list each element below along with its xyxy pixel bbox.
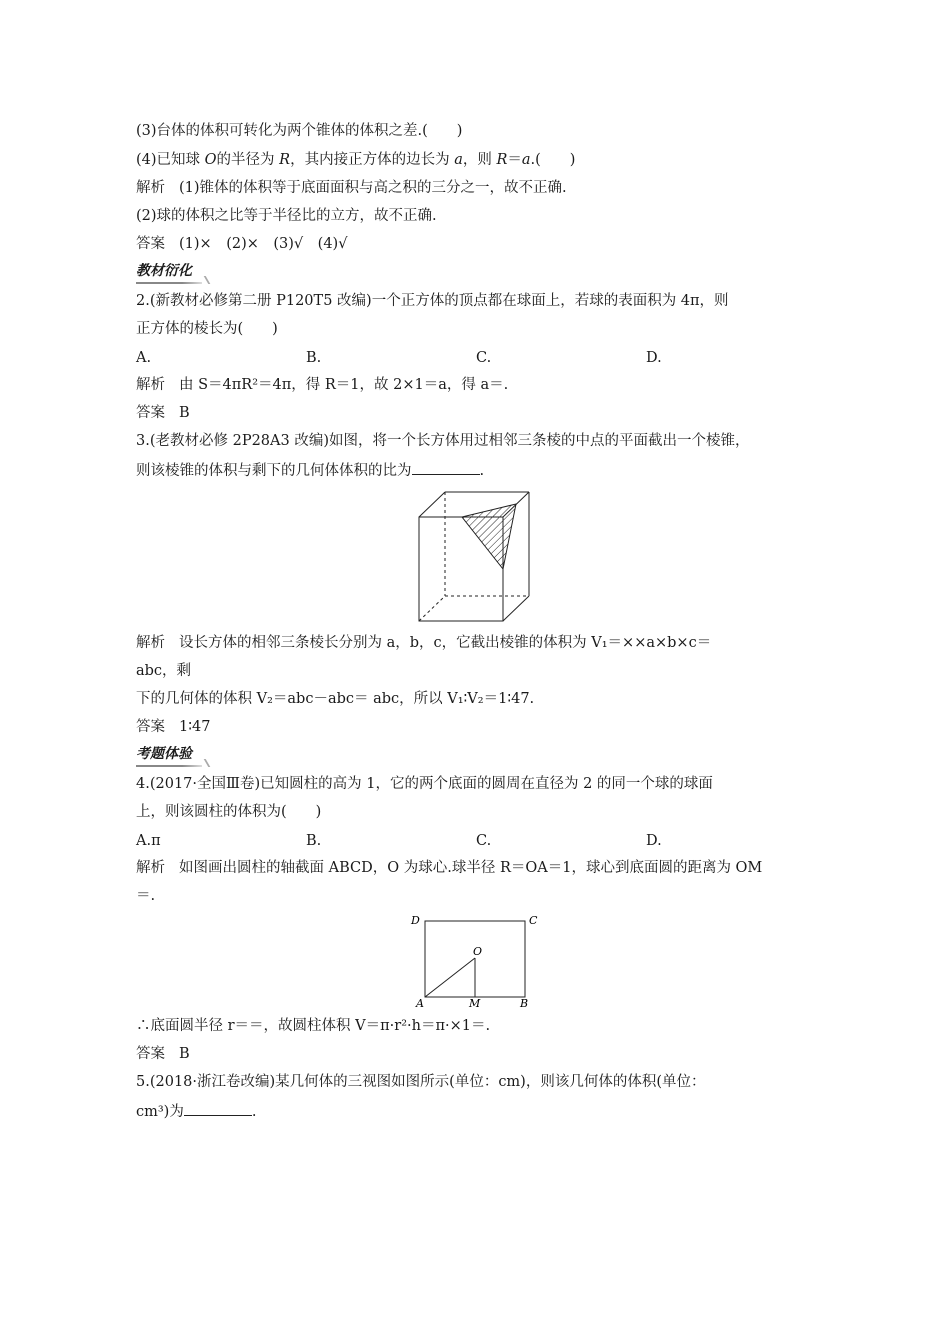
q5-stem-2: cm³)为 . — [136, 1101, 826, 1122]
q4-answer: 答案 B — [136, 1046, 190, 1062]
q4-stem-1: 4.(2017·全国Ⅲ卷)已知圆柱的高为 1，它的两个底面的圆周在直径为 2 的同一个球的球面 — [136, 776, 713, 792]
q1-item-3: (3)台体的体积可转化为两个锥体的体积之差.( ) — [136, 123, 463, 139]
q2-option-b[interactable]: B. — [306, 350, 322, 366]
q1-answer: 答案 (1)× (2)× (3)√ (4)√ — [136, 236, 348, 252]
q2-stem-2: 正方体的棱长为( ) — [136, 321, 278, 337]
q4-option-b[interactable]: B. — [306, 833, 322, 849]
q2-stem-1: 2.(新教材必修第二册 P120T5 改编)一个正方体的顶点都在球面上，若球的表面积为 4π，则 — [136, 293, 729, 309]
label-A: A — [416, 997, 424, 1010]
q2-option-d[interactable]: D. — [646, 350, 662, 366]
analysis-label: 解析 — [136, 635, 165, 651]
q4-option-a[interactable]: A.π — [136, 833, 161, 849]
cuboid-pyramid-figure — [410, 486, 535, 626]
q2-option-a[interactable]: A. — [136, 350, 152, 366]
label-O: O — [473, 945, 483, 958]
answer-blank[interactable] — [412, 460, 480, 475]
q3-analysis-3: 下的几何体的体积 V₂＝abc－abc＝ abc，所以 V₁∶V₂＝1∶47. — [136, 691, 535, 707]
analysis-label: 解析 — [136, 860, 165, 876]
q1-analysis-1: 解析 (1)锥体的体积等于底面面积与高之积的三分之一，故不正确. — [136, 180, 567, 196]
answer-blank[interactable] — [184, 1101, 252, 1116]
q4-stem-2: 上，则该圆柱的体积为( ) — [136, 804, 322, 820]
q1-analysis-2: (2)球的体积之比等于半径比的立方，故不正确. — [136, 208, 437, 224]
answer-label: 答案 — [136, 719, 165, 735]
label-C: C — [529, 914, 538, 927]
q2-answer: 答案 B — [136, 405, 190, 421]
q3-analysis-1: 解析 设长方体的相邻三条棱长分别为 a，b，c，它截出棱锥的体积为 V₁＝××a×b×c＝ — [136, 635, 712, 651]
q4-option-d[interactable]: D. — [646, 833, 662, 849]
answer-label: 答案 — [136, 405, 165, 421]
q2-analysis: 解析 由 S＝4πR²＝4π，得 R＝1，故 2×1＝a，得 a＝. — [136, 377, 509, 393]
label-D: D — [411, 914, 420, 927]
analysis-label: 解析 — [136, 180, 165, 196]
q3-analysis-2: abc，剩 — [136, 663, 192, 679]
q4-option-c[interactable]: C. — [476, 833, 492, 849]
answer-label: 答案 — [136, 1046, 165, 1062]
section-heading-textbook: 教材衍化 — [136, 262, 202, 280]
analysis-label: 解析 — [136, 377, 165, 393]
answer-label: 答案 — [136, 236, 165, 252]
q3-stem-2: 则该棱锥的体积与剩下的几何体体积的比为 . — [136, 460, 826, 481]
q1-item-4: (4)已知球 O的半径为 R，其内接正方体的边长为 a，则 R＝a.( ) — [136, 152, 576, 168]
label-B: B — [520, 997, 529, 1010]
label-M: M — [469, 997, 481, 1010]
q3-answer: 答案 1∶47 — [136, 719, 211, 735]
q5-stem-1: 5.(2018·浙江卷改编)某几何体的三视图如图所示(单位：cm)，则该几何体的体积(单位： — [136, 1074, 706, 1090]
q2-option-c[interactable]: C. — [476, 350, 492, 366]
section-heading-exam: 考题体验 — [136, 745, 202, 763]
q4-conclusion: ∴底面圆半径 r＝＝，故圆柱体积 V＝π·r²·h＝π·×1＝. — [136, 1018, 491, 1034]
q4-analysis-1: 解析 如图画出圆柱的轴截面 ABCD，O 为球心.球半径 R＝OA＝1，球心到底面圆的距离为 OM — [136, 860, 763, 876]
q3-stem-1: 3.(老教材必修 2P28A3 改编)如图，将一个长方体用过相邻三条棱的中点的平面截出一个棱锥， — [136, 433, 750, 449]
q4-analysis-2: ＝. — [136, 888, 156, 904]
cylinder-axial-section-figure — [408, 910, 543, 1010]
